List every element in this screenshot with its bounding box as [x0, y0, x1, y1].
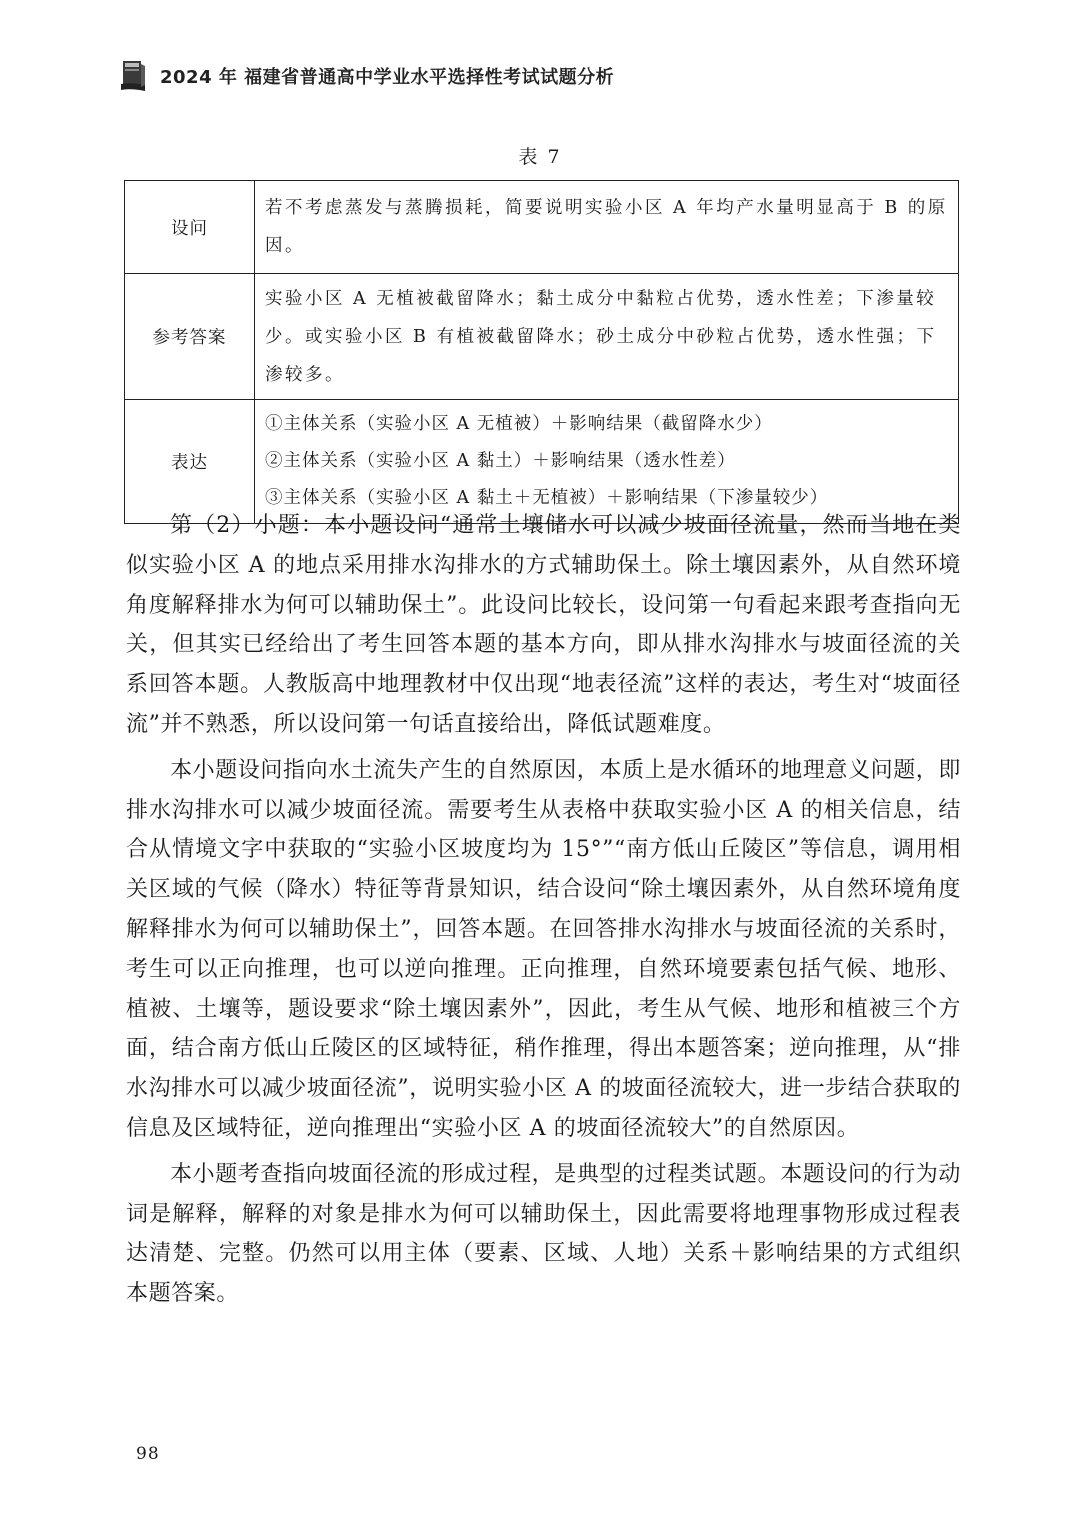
analysis-table — [124, 180, 959, 524]
table-content-answer: 实验小区 A 无植被截留降水；黏土成分中黏粒占优势，透水性差；下渗量较少。或实验小区 B 有植被截留降水；砂土成分中砂粒占优势，透水性强；下渗较多。 — [255, 274, 959, 400]
table-caption: 表 7 — [518, 146, 562, 168]
expression-line-2: ②主体关系（实验小区 A 黏土）＋影响结果（透水性差） — [265, 451, 736, 471]
expression-line-3: ③主体关系（实验小区 A 黏土＋无植被）＋影响结果（下渗量较少） — [265, 488, 829, 508]
expression-line-1: ①主体关系（实验小区 A 无植被）＋影响结果（截留降水少） — [265, 414, 773, 434]
paragraph-1: 第（2）小题：本小题设问“通常土壤储水可以减少坡面径流量，然而当地在类似实验小区 A 的地点采用排水沟排水的方式辅助保土。除土壤因素外，从自然环境角度解释排水为何可以辅助保土”。此设问比较长，设问第一句看起来跟考查指向无关，但其实已经给出了考生回答本题的基本方向，即从排水沟排水与坡面径流的关系回答本题。人教版高中地理教材中仅出现“地表径流”这样的表达，考生对“坡面径流”并不熟悉，所以设问第一句话直接给出，降低试题难度。 — [126, 513, 961, 737]
table-row-question — [125, 181, 959, 274]
table-row-expression — [125, 400, 959, 524]
table-content-expression — [255, 400, 959, 524]
table-label-expression: 表达 — [125, 400, 255, 524]
book-icon — [118, 58, 148, 94]
table-label-answer: 参考答案 — [125, 274, 255, 400]
table-content-question: 若不考虑蒸发与蒸腾损耗，简要说明实验小区 A 年均产水量明显高于 B 的原因。 — [255, 181, 959, 274]
page-number: 98 — [136, 1444, 160, 1464]
paragraph-3: 本小题考查指向坡面径流的形成过程，是典型的过程类试题。本题设问的行为动词是解释，解释的对象是排水为何可以辅助保土，因此需要将地理事物形成过程表达清楚、完整。仍然可以用主体（要素、区域、人地）关系＋影响结果的方式组织本题答案。 — [126, 1161, 962, 1307]
paragraph-2: 本小题设问指向水土流失产生的自然原因，本质上是水循环的地理意义问题，即排水沟排水可以减少坡面径流。需要考生从表格中获取实验小区 A 的相关信息，结合从情境文字中获取的“实验小区坡度均为 15°”“南方低山丘陵区”等信息，调用相关区域的气候（降水）特征等背景知识，结合设问“除土壤因素外，从自然环境角度解释排水为何可以辅助保土”，回答本题。在回答排水沟排水与坡面径流的关系时，考生可以正向推理，也可以逆向推理。正向推理，自然环境要素包括气候、地形、植被、土壤等，题设要求“除土壤因素外”，因此，考生从气候、地形和植被三个方面，结合南方低山丘陵区的区域特征，稍作推理，得出本题答案；逆向推理，从“排水沟排水可以减少坡面径流”，说明实验小区 A 的坡面径流较大，进一步结合获取的信息及区域特征，逆向推理出“实验小区 A 的坡面径流较大”的自然原因。 — [126, 757, 962, 1141]
header-title: 2024 年 福建省普通高中学业水平选择性考试试题分析 — [160, 67, 615, 88]
table-label-question: 设问 — [125, 181, 255, 274]
page-header — [118, 54, 968, 98]
table-row-answer — [125, 274, 959, 400]
body-text — [126, 506, 961, 1320]
